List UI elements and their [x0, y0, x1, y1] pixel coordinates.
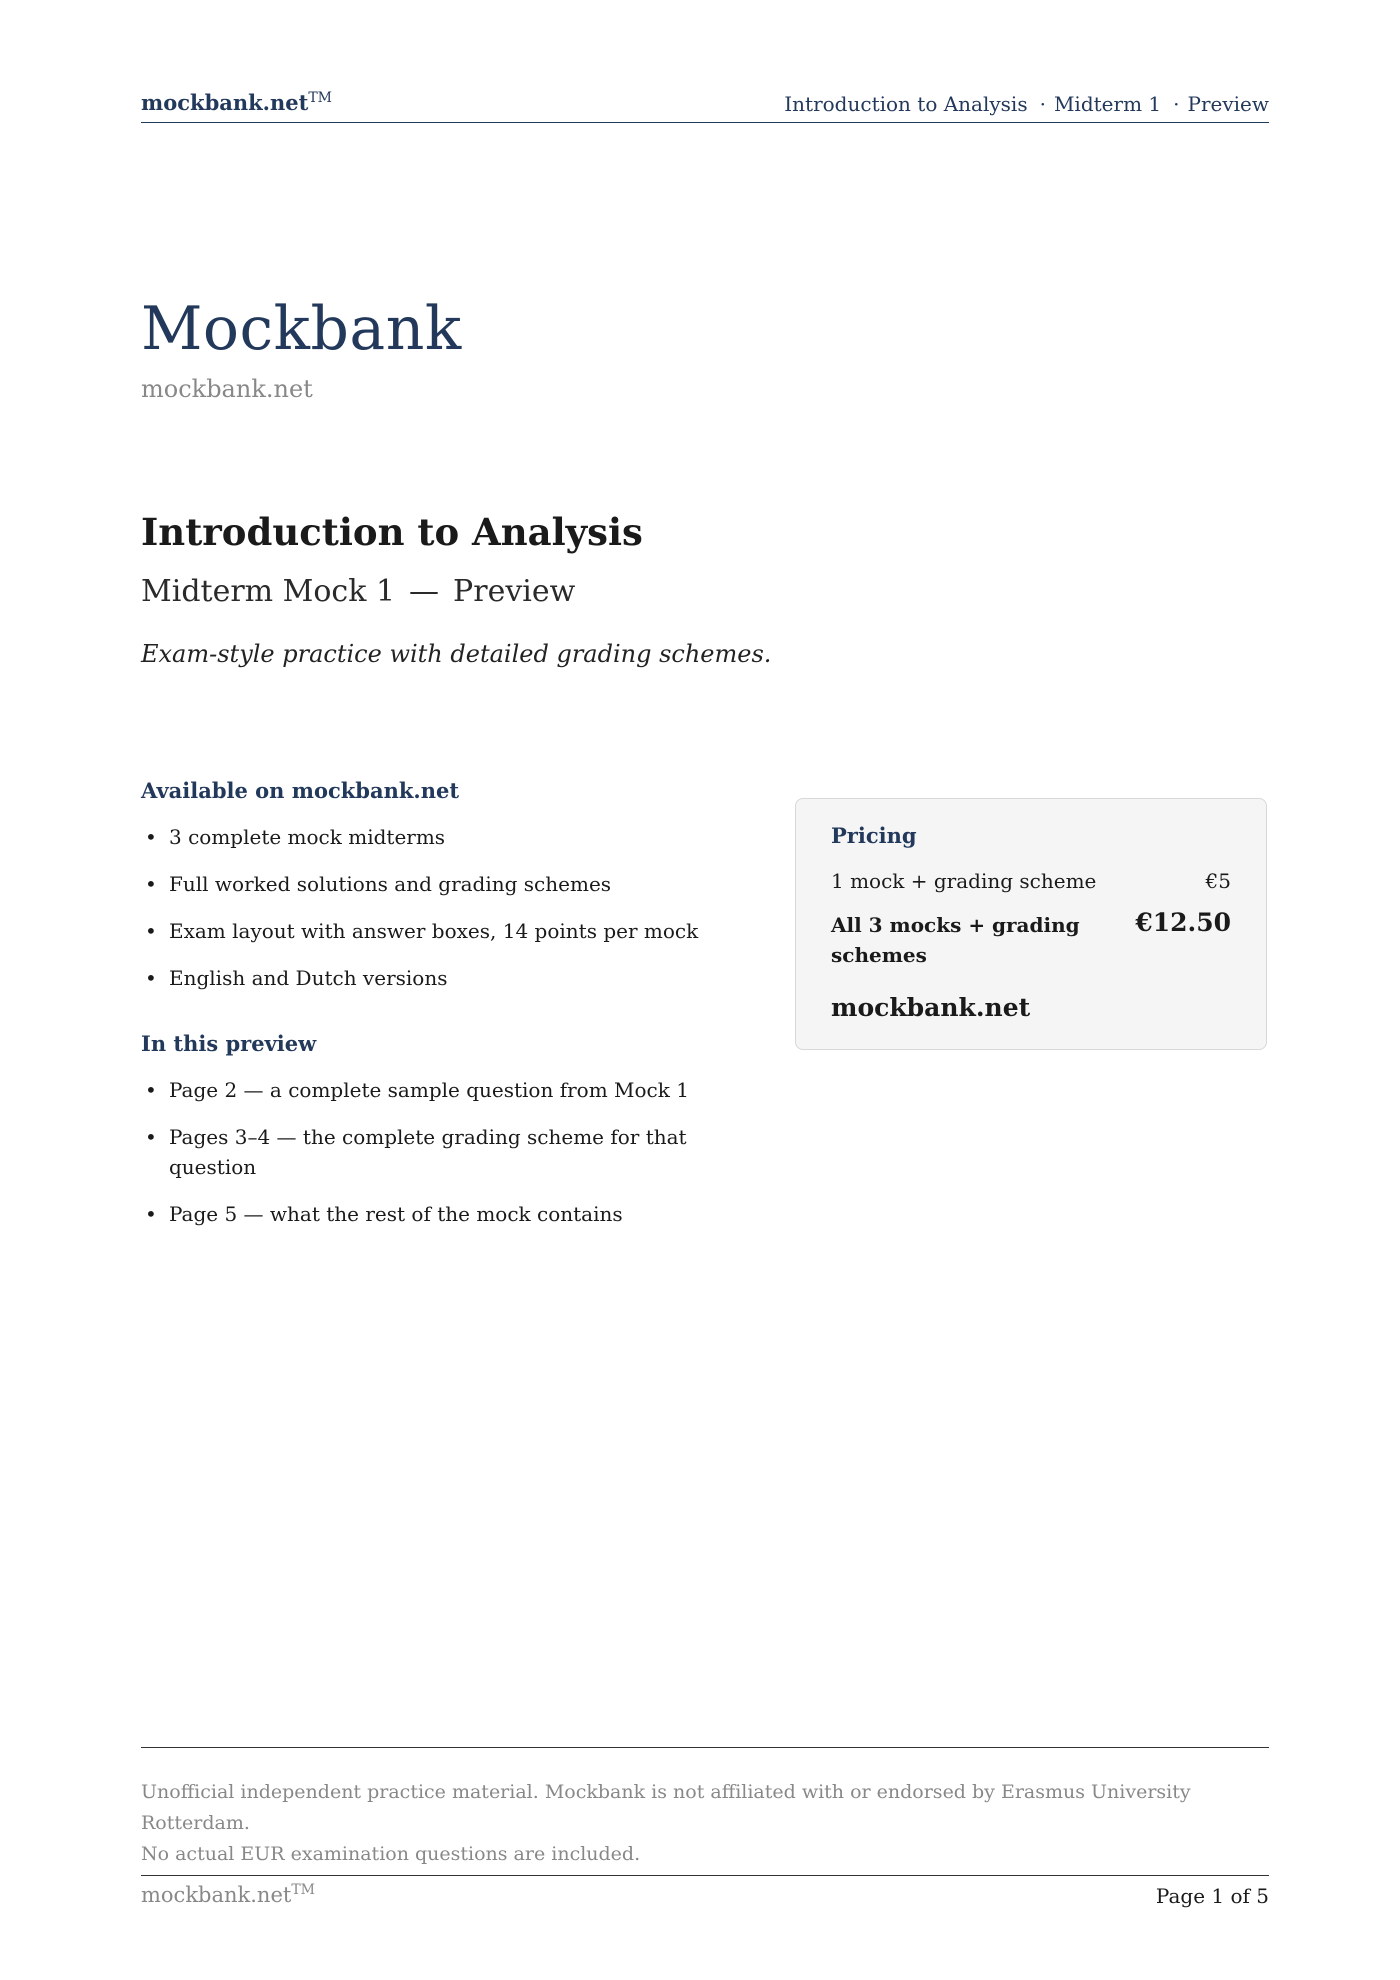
course-tagline: Exam-style practice with detailed grading schemes.	[141, 640, 772, 668]
header-brand	[141, 90, 332, 115]
header-breadcrumb	[784, 92, 1269, 116]
list-item: • Page 5 — what the rest of the mock contains	[141, 1199, 721, 1229]
available-heading: Available on mockbank.net	[141, 778, 460, 803]
list-item: • 3 complete mock midterms	[141, 822, 721, 852]
list-item: • Pages 3–4 — the complete grading scheme for that question	[141, 1122, 721, 1182]
pricing-bundle-label: All 3 mocks + grading schemes	[831, 913, 1080, 967]
footer-trademark: TM	[291, 1882, 316, 1898]
brand-url: mockbank.net	[141, 375, 313, 403]
subtitle-mock: Midterm Mock 1	[141, 574, 396, 609]
course-subtitle	[141, 574, 575, 609]
pricing-site: mockbank.net	[831, 993, 1031, 1022]
page-number: Page 1 of 5	[1155, 1884, 1269, 1908]
list-item: • Page 2 — a complete sample question from Mock 1	[141, 1075, 721, 1105]
disclaimer-line: Unofficial independent practice material. Mockbank is not affiliated with or endorsed by Erasmus University Rotterdam.	[141, 1781, 1191, 1834]
subtitle-dash: —	[409, 574, 440, 609]
header-separator: ·	[1039, 92, 1046, 116]
footer-divider	[141, 1875, 1269, 1876]
pricing-bundle-price: €12.50	[1135, 908, 1231, 937]
pricing-title: Pricing	[831, 823, 917, 848]
disclaimer-line: No actual EUR examination questions are included.	[141, 1843, 641, 1865]
available-list	[141, 822, 721, 1010]
header-exam: Midterm 1	[1053, 92, 1162, 116]
list-item: • English and Dutch versions	[141, 963, 721, 993]
course-title: Introduction to Analysis	[141, 510, 643, 554]
subtitle-preview: Preview	[453, 574, 576, 609]
header-separator: ·	[1173, 92, 1180, 116]
preview-list	[141, 1075, 721, 1246]
header-course: Introduction to Analysis	[784, 92, 1028, 116]
list-item: • Exam layout with answer boxes, 14 points per mock	[141, 916, 721, 946]
brand-title: Mockbank	[141, 294, 462, 364]
disclaimer	[141, 1777, 1281, 1870]
running-header	[141, 88, 1269, 123]
pricing-single-label: 1 mock + grading scheme	[831, 869, 1097, 893]
header-trademark: TM	[308, 90, 333, 106]
preview-heading: In this preview	[141, 1031, 317, 1056]
pricing-box	[795, 798, 1267, 1050]
header-kind: Preview	[1187, 92, 1269, 116]
footer-brand-text: mockbank.net	[141, 1883, 292, 1907]
footer-brand	[141, 1882, 315, 1907]
list-item: • Full worked solutions and grading schemes	[141, 869, 721, 899]
header-brand-text: mockbank.net	[141, 90, 309, 115]
footer-divider	[141, 1747, 1269, 1748]
pricing-single-price: €5	[1205, 869, 1231, 893]
